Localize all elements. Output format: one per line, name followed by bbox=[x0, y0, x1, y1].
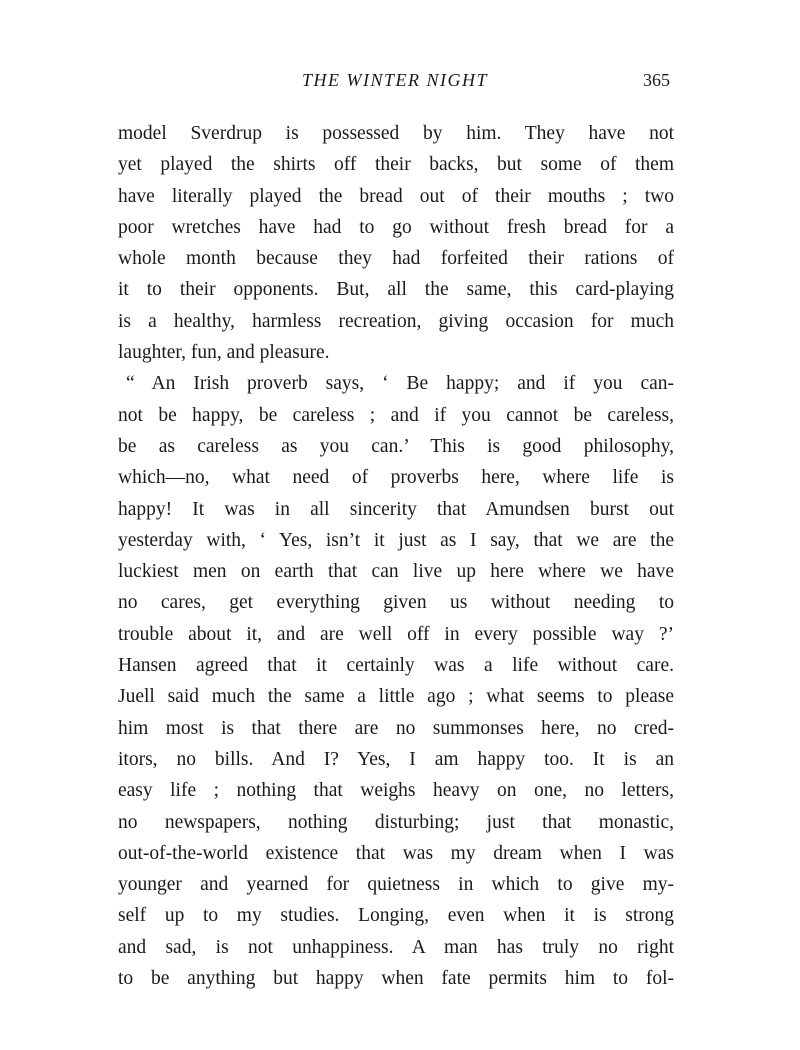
text-line: have literally played the bread out of their mouths ; two bbox=[118, 185, 674, 207]
running-head bbox=[118, 70, 672, 98]
text-line: trouble about it, and are well off in every possible way ?’ bbox=[118, 623, 674, 645]
text-line: is a healthy, harmless recreation, giving occasion for much bbox=[118, 310, 674, 332]
text-line: happy! It was in all sincerity that Amundsen burst out bbox=[118, 498, 674, 520]
text-line: him most is that there are no summonses here, no cred- bbox=[118, 717, 674, 739]
text-line: yet played the shirts off their backs, but some of them bbox=[118, 154, 674, 176]
text-line: be as careless as you can.’ This is good philosophy, bbox=[118, 435, 674, 457]
text-line: self up to my studies. Longing, even when it is strong bbox=[118, 905, 674, 927]
text-line: poor wretches have had to go without fresh bread for a bbox=[118, 216, 674, 238]
body-text bbox=[118, 118, 674, 994]
text-line: luckiest men on earth that can live up here where we have bbox=[118, 561, 674, 583]
text-line: which—no, what need of proverbs here, where life is bbox=[118, 467, 674, 489]
page-number: 365 bbox=[643, 70, 670, 90]
text-line: and sad, is not unhappiness. A man has truly no right bbox=[118, 936, 674, 958]
text-line: out-of-the-world existence that was my dream when I was bbox=[118, 842, 674, 864]
text-line: younger and yearned for quietness in which to give my- bbox=[118, 874, 674, 896]
text-line: Juell said much the same a little ago ; what seems to please bbox=[118, 686, 674, 708]
running-title: THE WINTER NIGHT bbox=[301, 70, 488, 90]
text-line: easy life ; nothing that weighs heavy on one, no letters, bbox=[118, 780, 674, 802]
text-line: “ An Irish proverb says, ‘ Be happy; and if you can- bbox=[126, 373, 674, 395]
text-line: no newspapers, nothing disturbing; just that monastic, bbox=[118, 811, 674, 833]
text-line: to be anything but happy when fate permits him to fol- bbox=[118, 968, 674, 990]
text-line: it to their opponents. But, all the same, this card-playing bbox=[118, 279, 674, 301]
text-line: Hansen agreed that it certainly was a life without care. bbox=[118, 655, 674, 677]
text-line: laughter, fun, and pleasure. bbox=[118, 342, 330, 364]
text-line: whole month because they had forfeited their rations of bbox=[118, 248, 674, 270]
text-line: itors, no bills. And I? Yes, I am happy too. It is an bbox=[118, 748, 674, 770]
text-line: no cares, get everything given us without needing to bbox=[118, 592, 674, 614]
text-line: model Sverdrup is possessed by him. They have not bbox=[118, 123, 674, 144]
text-line: yesterday with, ‘ Yes, isn’t it just as I say, that we are the bbox=[118, 529, 674, 551]
text-line: not be happy, be careless ; and if you cannot be careless, bbox=[118, 404, 674, 426]
